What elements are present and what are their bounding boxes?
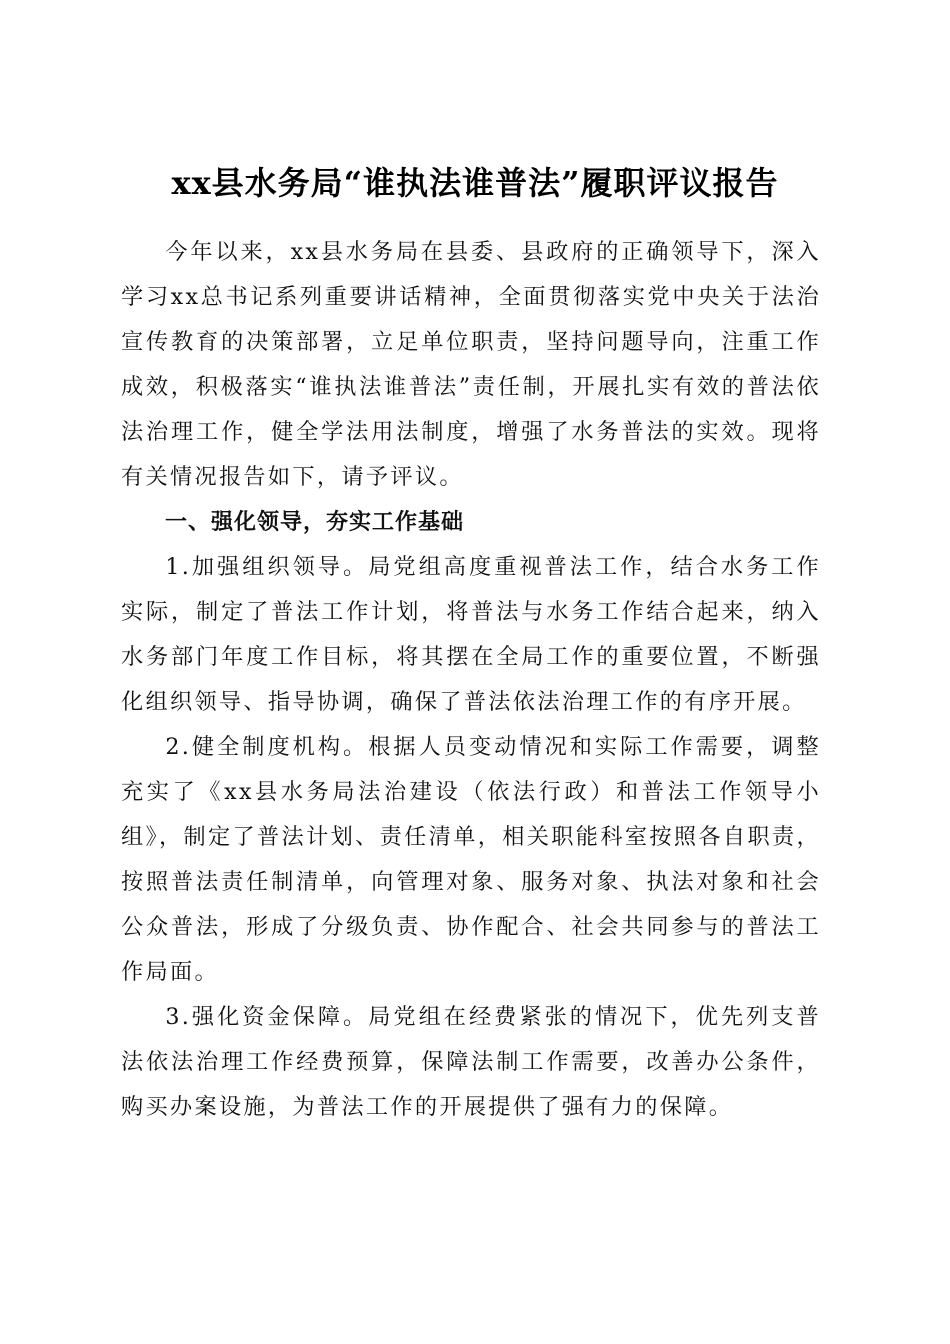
paragraph-item-2: 2.健全制度机构。根据人员变动情况和实际工作需要，调整充实了《xx县水务局法治建设（依法行政）和普法工作领导小组》，制定了普法计划、责任清单，相关职能科室按照各自职责，按照普法责任制清单，向管理对象、服务对象、执法对象和社会公众普法，形成了分级负责、协作配合、社会共同参与的普法工作局面。: [121, 734, 821, 985]
section-heading: 一、强化领导，夯实工作基础: [165, 510, 465, 535]
intro-paragraph: 今年以来，xx县水务局在县委、县政府的正确领导下，深入学习xx总书记系列重要讲话精神，全面贯彻落实党中央关于法治宣传教育的决策部署，立足单位职责，坚持问题导向，注重工作成效，积极落实“谁执法谁普法”责任制，开展扎实有效的普法依法治理工作，健全学法用法制度，增强了水务普法的实效。现将有关情况报告如下，请予评议。: [121, 239, 821, 490]
paragraph-item-1: 1.加强组织领导。局党组高度重视普法工作，结合水务工作实际，制定了普法工作计划，将普法与水务工作结合起来，纳入水务部门年度工作目标，将其摆在全局工作的重要位置，不断强化组织领导、指导协调，确保了普法依法治理工作的有序开展。: [121, 554, 821, 715]
document-body: [121, 230, 821, 1130]
paragraph-item-3: 3.强化资金保障。局党组在经费紧张的情况下，优先列支普法依法治理工作经费预算，保障法制工作需要，改善办公条件，购买办案设施，为普法工作的开展提供了强有力的保障。: [121, 1004, 821, 1120]
document-title: xx县水务局“谁执法谁普法”履职评议报告: [171, 164, 779, 203]
